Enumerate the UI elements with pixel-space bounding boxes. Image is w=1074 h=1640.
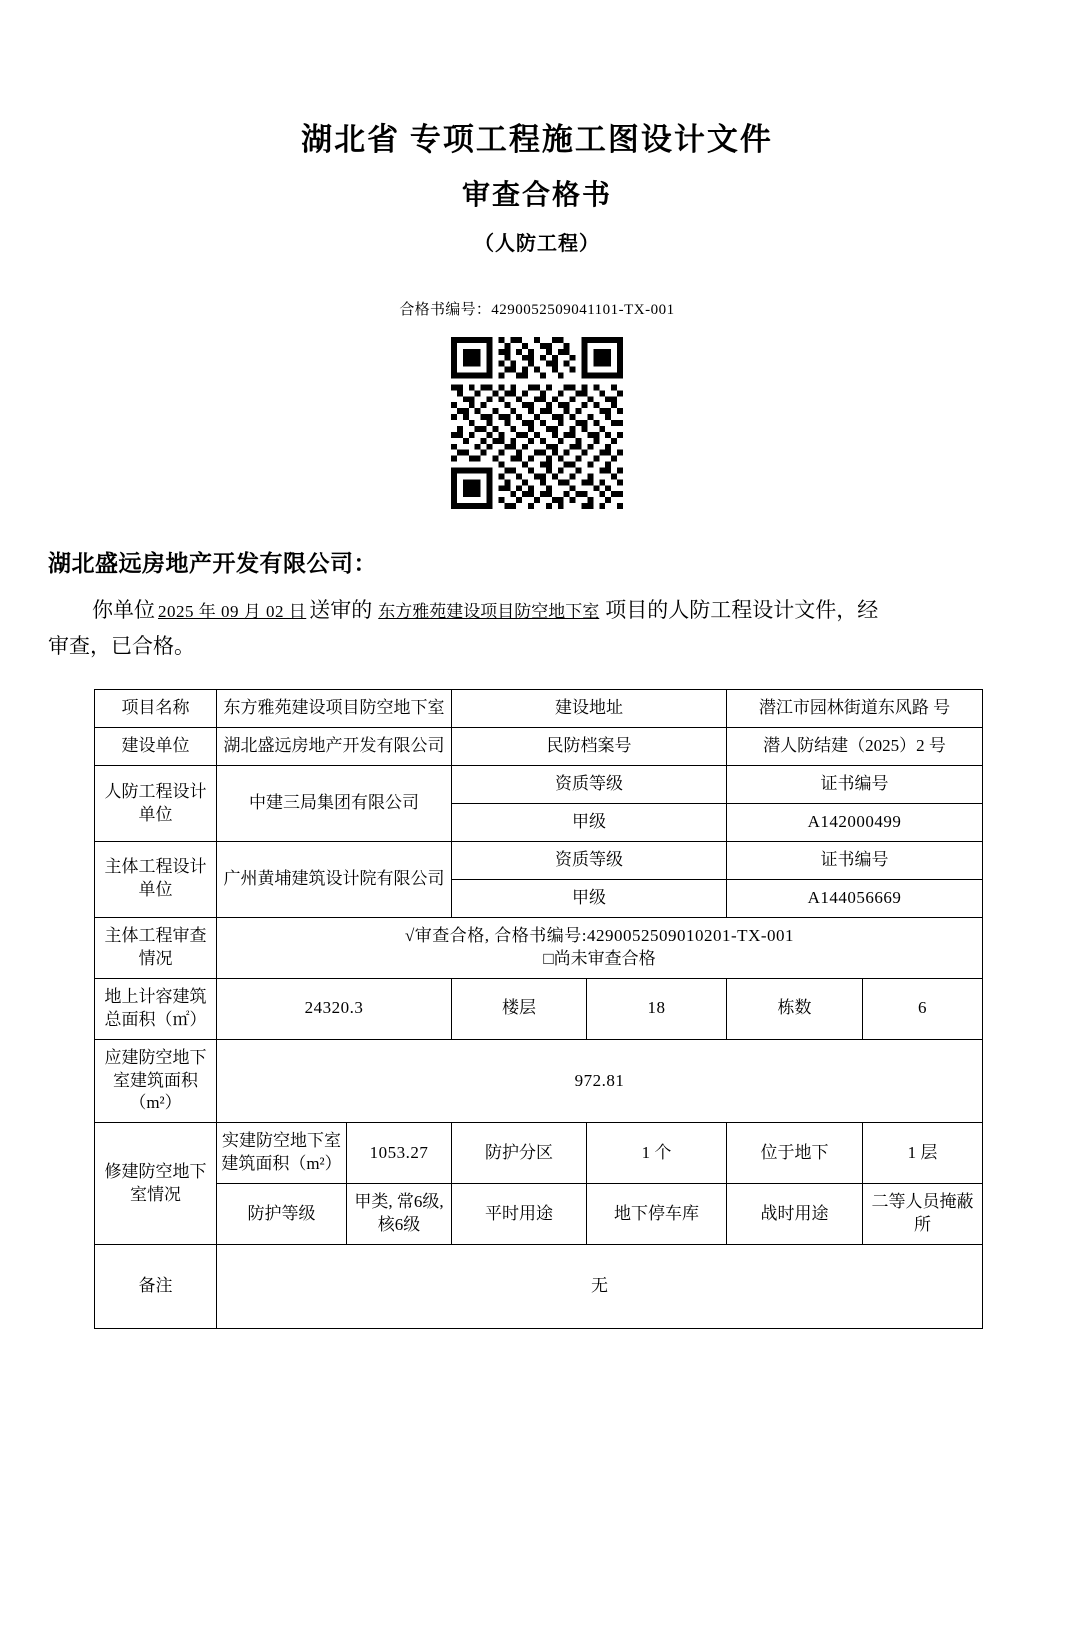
peacetime-use-value: 地下停车库 (587, 1184, 727, 1245)
paragraph-mid: 送审的 (309, 597, 373, 622)
submit-date: 2025 年 09 月 02 日 (158, 601, 307, 621)
qr-code-container (96, 337, 978, 509)
protection-zone-label: 防护分区 (452, 1123, 587, 1184)
page-title-line2: 审查合格书 (461, 180, 612, 212)
peacetime-use-label: 平时用途 (452, 1184, 587, 1245)
main-cert-number-value: A144056669 (727, 879, 983, 917)
main-review-label: 主体工程审查情况 (95, 917, 217, 978)
build-unit-label: 建设单位 (95, 728, 217, 766)
rf-design-unit-value: 中建三局集团有限公司 (217, 766, 452, 842)
paragraph-line2: 审查，已合格。 (48, 634, 195, 659)
main-qualification-label: 资质等级 (452, 841, 727, 879)
build-address-value: 潜江市园林街道东风路 号 (727, 690, 983, 728)
buildings-label: 栋数 (727, 978, 863, 1039)
build-unit-value: 湖北盛远房地产开发有限公司 (217, 728, 452, 766)
document-page (0, 120, 1074, 1640)
main-review-line2: □尚未审查合格 (543, 948, 656, 968)
page-subtitle: （人防工程） (474, 232, 600, 255)
actual-basement-label: 实建防空地下室建筑面积（m²） (217, 1123, 347, 1184)
rf-cert-number-value: A142000499 (727, 804, 983, 842)
main-cert-number-label: 证书编号 (727, 841, 983, 879)
floors-label: 楼层 (452, 978, 587, 1039)
required-basement-label: 应建防空地下室建筑面积（m²） (95, 1039, 217, 1123)
main-review-line1: √审查合格, 合格书编号:4290052509010201-TX-001 (404, 925, 795, 945)
table-row (95, 766, 983, 804)
rf-design-unit-label: 人防工程设计单位 (95, 766, 217, 842)
table-row (95, 690, 983, 728)
above-ground-area-label: 地上计容建筑总面积（㎡） (95, 978, 217, 1039)
table-row (95, 1039, 983, 1123)
rf-qualification-label: 资质等级 (452, 766, 727, 804)
paragraph-prefix: 你单位 (92, 597, 155, 622)
main-design-unit-label: 主体工程设计单位 (95, 841, 217, 917)
rf-cert-number-label: 证书编号 (727, 766, 983, 804)
certificate-number-value: 4290052509041101-TX-001 (491, 301, 675, 318)
buildings-value: 6 (863, 978, 983, 1039)
table-row (95, 841, 983, 879)
built-section-label: 修建防空地下室情况 (95, 1123, 217, 1245)
table-row (95, 1123, 983, 1184)
table-row (95, 1184, 983, 1245)
main-qualification-value: 甲级 (452, 879, 727, 917)
certificate-number-label: 合格书编号： (399, 301, 492, 318)
actual-basement-value: 1053.27 (347, 1123, 452, 1184)
certificate-number (96, 298, 978, 319)
archive-no-label: 民防档案号 (452, 728, 727, 766)
protection-level-label: 防护等级 (217, 1184, 347, 1245)
main-review-value (217, 917, 983, 978)
qr-code-icon (451, 337, 623, 509)
wartime-use-value: 二等人员掩蔽所 (863, 1184, 983, 1245)
archive-no-value: 潜人防结建（2025）2 号 (727, 728, 983, 766)
page-title-line1: 湖北省 专项工程施工图设计文件 (301, 122, 773, 157)
above-ground-area-value: 24320.3 (217, 978, 452, 1039)
paragraph-suffix: 项目的人防工程设计文件，经 (605, 597, 879, 622)
rf-qualification-value: 甲级 (452, 804, 727, 842)
table-row (95, 728, 983, 766)
located-value: 1 层 (863, 1123, 983, 1184)
protection-zone-value: 1 个 (587, 1123, 727, 1184)
project-name-value: 东方雅苑建设项目防空地下室 (217, 690, 452, 728)
remark-value: 无 (217, 1245, 983, 1329)
table-row (95, 917, 983, 978)
floors-value: 18 (587, 978, 727, 1039)
body-paragraph (48, 592, 1008, 666)
protection-level-value: 甲类, 常6级, 核6级 (347, 1184, 452, 1245)
project-name-inline: 东方雅苑建设项目防空地下室 (378, 601, 600, 621)
certificate-table (94, 689, 983, 1329)
table-row (95, 978, 983, 1039)
located-label: 位于地下 (727, 1123, 863, 1184)
build-address-label: 建设地址 (452, 690, 727, 728)
required-basement-value: 972.81 (217, 1039, 983, 1123)
recipient-name: 湖北盛远房地产开发有限公司： (48, 550, 377, 576)
remark-label: 备注 (95, 1245, 217, 1329)
project-name-label: 项目名称 (95, 690, 217, 728)
wartime-use-label: 战时用途 (727, 1184, 863, 1245)
main-design-unit-value: 广州黄埔建筑设计院有限公司 (217, 841, 452, 917)
table-row (95, 1245, 983, 1329)
